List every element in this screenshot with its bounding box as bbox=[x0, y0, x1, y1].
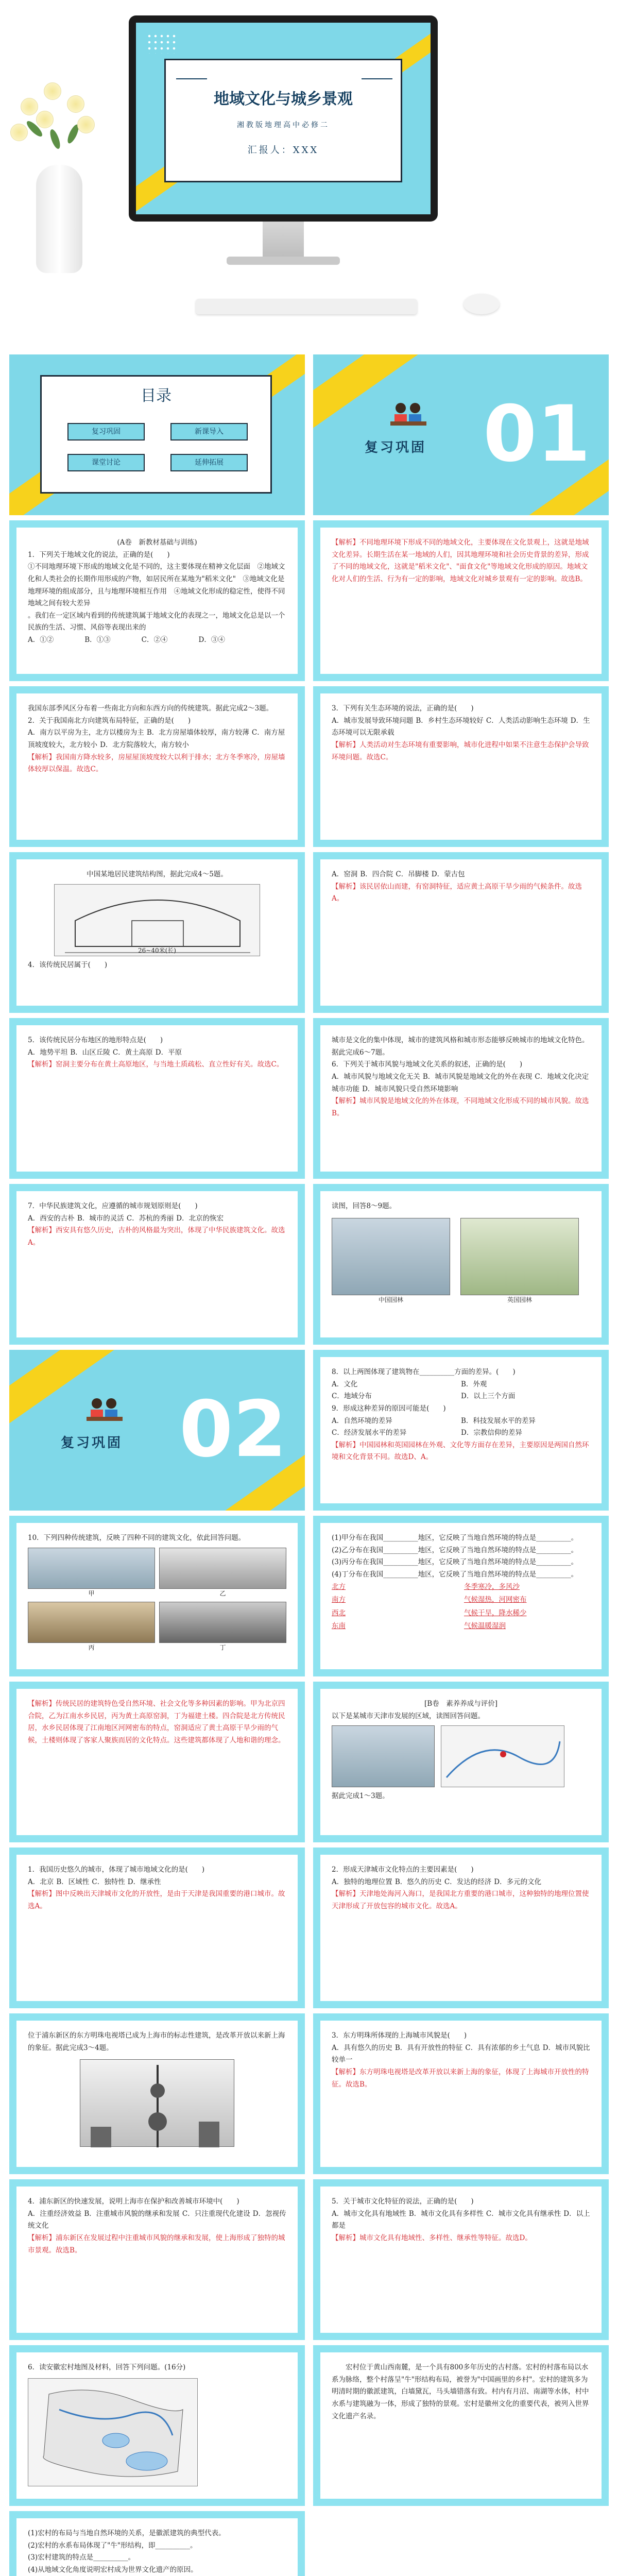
option-d[interactable]: D．以上三个方面 bbox=[461, 1392, 516, 1401]
question-slide-13 bbox=[313, 1848, 609, 2008]
option-b[interactable]: B．①③ bbox=[84, 636, 111, 644]
flower-decoration bbox=[10, 124, 28, 141]
question-text: (1)甲分布在我国__________地区，它反映了当地自然环境的特点是__________。 (2)乙分布在我国__________地区，它反映了当地自然环境的特点是__________。 (3)丙分布在我国__________地区，它反映了当地自然环境的特点是__________。 (4)丁分布在我国__________地区，它反映了当地自然环境的特点是__________。 bbox=[332, 1534, 578, 1579]
answer-slide-1 bbox=[313, 520, 609, 681]
cover-reporter: 汇报人：XXX bbox=[247, 145, 319, 156]
question-slide-8b bbox=[313, 1350, 609, 1511]
question-slide-5 bbox=[9, 1018, 305, 1179]
question-slide-2 bbox=[9, 686, 305, 847]
dot-grid-decoration bbox=[146, 33, 177, 54]
question-text: (1)宏村的布局与当地自然环境的关系，是徽派建筑的典型代表。 (2)宏村的水系布局体现了"牛"形结构，即__________。 (3)宏村建筑的特点是__________。 (4)从地域文化角度说明宏村成为世界文化遗产的原因。 bbox=[28, 2529, 226, 2574]
cover-slide bbox=[0, 0, 618, 350]
option-c[interactable]: C．经济发展水平的差异 bbox=[332, 1429, 407, 1437]
question-text: 1．下列关于地域文化的说法，正确的是( ) ①不同地理环境下形成的地域文化是不同的，这主要体现在精神文化层面 ②地域文化和人类社会的长期作用形成的产物，如居民所在某地为"稻米文化" ③地域文化是地理环境的组成部分，且与地理环境相互作用 ④地域文化形成的稳定性，使得不同地域之间有较大差异 。我们在一定区域内看到的传统建筑属于地域文化的表现之一，地域文化总是以一个民族的生活、习惯、风俗等表现出来的 bbox=[28, 550, 285, 632]
answer-text: 【解析】城市文化具有地域性、多样性、继承性等特征。故选D。 bbox=[332, 2233, 532, 2242]
flower-decoration bbox=[21, 98, 38, 115]
option-c[interactable]: C．苏杭的秀丽 bbox=[126, 1214, 174, 1223]
answer-slide-10 bbox=[9, 1682, 305, 1842]
question-text: 9．形成这种差异的原因可能是( ) bbox=[332, 1404, 446, 1413]
keyboard bbox=[196, 299, 417, 314]
option-c[interactable]: C．吊脚楼 bbox=[396, 870, 429, 878]
flower-decoration bbox=[67, 95, 84, 113]
section-number: 01 bbox=[483, 389, 591, 479]
answer-list bbox=[332, 1581, 590, 1633]
answer-blank: 气候湿热，河网密布 bbox=[464, 1596, 527, 1604]
question-slide-12 bbox=[9, 1848, 305, 2008]
toc-card bbox=[40, 375, 272, 494]
question-text: 7．中华民族建筑文化，应遵循的城市规划原则是( ) bbox=[28, 1202, 198, 1210]
material-slide-18 bbox=[313, 2345, 609, 2506]
cover-title: 地域文化与城乡景观 bbox=[214, 90, 353, 108]
figure-label: 丙 bbox=[88, 1643, 95, 1651]
toc-item-discussion[interactable]: 课堂讨论 bbox=[67, 454, 145, 471]
answer-blank: 气候温暖湿润 bbox=[464, 1622, 506, 1631]
section-number: 02 bbox=[179, 1385, 287, 1475]
monitor-screen bbox=[136, 23, 431, 214]
toc-heading: 目录 bbox=[141, 387, 171, 405]
monitor bbox=[129, 15, 438, 222]
options-grid bbox=[332, 1415, 590, 1439]
garden-figures bbox=[332, 1218, 590, 1304]
question-slide-7 bbox=[9, 1184, 305, 1345]
option-c[interactable]: C．人类活动影响生态环境 bbox=[486, 716, 568, 725]
section-label: 复习巩固 bbox=[61, 1435, 123, 1451]
question-slide-4-options bbox=[313, 852, 609, 1013]
option-a[interactable]: A．窑洞 bbox=[332, 870, 358, 878]
option-a[interactable]: A．城市文化具有地域性 bbox=[332, 2209, 406, 2218]
divider bbox=[362, 78, 392, 79]
section-header: [B卷 素养养成与评价] bbox=[424, 1700, 497, 1708]
option-b[interactable]: B．四合院 bbox=[360, 870, 393, 878]
option-a[interactable]: A．地势平坦 bbox=[28, 1048, 68, 1057]
tianjin-figures bbox=[332, 1725, 590, 1787]
building-photo bbox=[28, 1548, 155, 1589]
answer-text: 【解析】人类活动对生态环境有重要影响，城市化进程中如果不注意生态保护会导致环境问题。故选C。 bbox=[332, 740, 589, 761]
answer-blank: 气候干旱，降水稀少 bbox=[464, 1608, 527, 1617]
building-photo bbox=[159, 1602, 286, 1643]
question-text: 以下是某城市天津市发展的区域，读图回答问题。 bbox=[332, 1711, 485, 1720]
chinese-garden-photo bbox=[332, 1218, 450, 1295]
hongcun-map bbox=[28, 2378, 198, 2486]
answer-blank: 南方 bbox=[332, 1596, 346, 1604]
option-b[interactable]: B．山区丘陵 bbox=[70, 1048, 110, 1057]
question-slide-14 bbox=[9, 2013, 305, 2174]
material-text: 宏村位于黄山西南麓，是一个具有800多年历史的古村落。宏村的村落布局以水系为脉络，整个村落呈"牛"形结构布局，被誉为"中国画里的乡村"。宏村的建筑多为明清时期的徽派建筑，白墙黛瓦，马头墙错落有致。村内有月沼、南湖等水体，村中水系与建筑融为一体，形成了独特的景观。宏村是徽州文化的重要代表，被列入世界文化遗产名录。 bbox=[332, 2363, 589, 2420]
question-slide-10b bbox=[313, 1516, 609, 1676]
option-d[interactable]: D．生态环境可以无限承载 bbox=[332, 716, 590, 737]
option-c[interactable]: C．②④ bbox=[141, 636, 168, 644]
question-text: 位于浦东新区的东方明珠电视塔已成为上海市的标志性建筑，是改革开放以来新上海的象征。据此完成3～4题。 bbox=[28, 2031, 285, 2052]
question-slide-10 bbox=[9, 1516, 305, 1676]
question-text: 2．形成天津城市文化特点的主要因素是( ) bbox=[332, 1866, 474, 1874]
question-text: 5．该传统民居分布地区的地形特点是( ) bbox=[28, 1036, 163, 1044]
answer-text: 【解析】窑洞主要分布在黄土高原地区，与当地土质疏松、直立性好有关。故选C。 bbox=[28, 1060, 284, 1069]
option-d[interactable]: D．蒙古包 bbox=[431, 870, 465, 878]
question-slide-18 bbox=[9, 2345, 305, 2506]
question-slide-16 bbox=[9, 2179, 305, 2340]
option-d[interactable]: D．③④ bbox=[198, 636, 225, 644]
question-text: 4．该传统民居属于( ) bbox=[28, 960, 108, 969]
question-slide-6 bbox=[313, 1018, 609, 1179]
answer-text: 【解析】传统民居的建筑特色受自然环境、社会文化等多种因素的影响。甲为北京四合院，乙为江南水乡民居，丙为黄土高原窑洞，丁为福建土楼。四合院是北方传统民居，水乡民居体现了江南地区河网密布的特点，窑洞适应了黄土高原干旱少雨的气候，土楼则体现了客家人聚族而居的文化特点。这些建筑都体现了人地和谐的理念。 bbox=[28, 1700, 285, 1744]
question-slide-17 bbox=[313, 2179, 609, 2340]
question-text: 据此完成1～3题。 bbox=[332, 1792, 389, 1801]
vase-decoration bbox=[36, 165, 82, 273]
question-text: 3．东方明珠所体现的上海城市风貌是( ) bbox=[332, 2031, 467, 2040]
mouse bbox=[464, 294, 500, 314]
toc-item-extension[interactable]: 延伸拓展 bbox=[170, 454, 248, 471]
option-b[interactable]: B．具有开放性的特征 bbox=[394, 2043, 463, 2052]
option-b[interactable]: B．北方房屋墙体较厚，南方较薄 bbox=[146, 728, 249, 737]
question-text: 6．读安徽宏村地图及材料，回答下列问题。(16分) bbox=[28, 2363, 186, 2371]
answer-text: 【解析】东方明珠电视塔是改革开放以来新上海的象征，体现了上海城市开放性的特征。故选B。 bbox=[332, 2067, 589, 2089]
flower-decoration bbox=[44, 82, 61, 100]
answer-text: 【解析】浦东新区在发展过程中注重城市风貌的继承和发展，使上海形成了独特的城市景观。故选B。 bbox=[28, 2233, 285, 2255]
monitor-base bbox=[227, 257, 340, 265]
option-d[interactable]: D．忽视传统文化 bbox=[28, 2209, 286, 2230]
section-label: 复习巩固 bbox=[365, 440, 427, 455]
figure-caption: 中国园林 bbox=[378, 1296, 403, 1303]
option-c[interactable]: C．城市文化具有继承性 bbox=[486, 2209, 561, 2218]
option-a[interactable]: A．①② bbox=[28, 636, 54, 644]
question-text: 3．下列有关生态环境的说法，正确的是( ) bbox=[332, 704, 474, 713]
option-c[interactable]: C．独特性 bbox=[92, 1877, 125, 1886]
question-text: 读图，回答8～9题。 bbox=[332, 1202, 397, 1210]
option-a[interactable]: A．南方以平房为主，北方以楼房为主 bbox=[28, 728, 144, 737]
building-photo bbox=[28, 1602, 155, 1643]
english-garden-photo bbox=[460, 1218, 579, 1295]
divider bbox=[176, 78, 207, 79]
cover-subtitle: 湘教版地理高中必修二 bbox=[237, 121, 330, 129]
option-c[interactable]: C．发达的经济 bbox=[444, 1877, 492, 1886]
question-intro: 我国东部季风区分布着一些南北方向和东西方向的传统建筑。据此完成2～3题。 bbox=[28, 704, 273, 713]
option-b[interactable]: B．乡村生态环境较好 bbox=[416, 716, 484, 725]
toc-item-review[interactable]: 复习巩固 bbox=[67, 423, 145, 440]
answer-blank: 北方 bbox=[332, 1582, 346, 1591]
question-slide-15 bbox=[313, 2013, 609, 2174]
section1-slide bbox=[313, 354, 609, 515]
question-text: 1．我国历史悠久的城市，体现了城市地域文化的是( ) bbox=[28, 1866, 205, 1874]
question-text: 8．以上两图体现了建筑物在__________方面的差异。( ) bbox=[332, 1368, 516, 1376]
option-b[interactable]: B．悠久的历史 bbox=[394, 1877, 442, 1886]
figure-label: 乙 bbox=[219, 1589, 226, 1597]
question-intro: 中国某地居民建筑结构图，据此完成4～5题。 bbox=[87, 870, 228, 878]
answer-text: 【解析】西安具有悠久历史，古朴的风格最为突出，体现了中华民族建筑文化。故选A。 bbox=[28, 1226, 285, 1247]
monitor-stand bbox=[263, 222, 304, 258]
option-d[interactable]: D．多元的文化 bbox=[494, 1877, 542, 1886]
city-map bbox=[441, 1725, 564, 1787]
answer-text: 【解析】中国园林和英国园林在外观、文化等方面存在差异，主要原因是两国自然环境和文化背景不同。故选D、A。 bbox=[332, 1440, 589, 1462]
answer-text: 【解析】天津地处海河入海口，是我国北方重要的港口城市，这种独特的地理位置使天津形成了开放包容的城市文化。故选A。 bbox=[332, 1890, 589, 1910]
option-b[interactable]: B．外观 bbox=[461, 1380, 487, 1388]
toc-item-intro[interactable]: 新课导入 bbox=[170, 423, 248, 440]
figure-label: 丁 bbox=[219, 1643, 226, 1651]
option-a[interactable]: A．西安的古朴 bbox=[28, 1214, 75, 1223]
answer-text: 【解析】我国南方降水较多，房屋屋顶坡度较大以利于排水；北方冬季寒冷，房屋墙体较厚以保温。故选C。 bbox=[28, 753, 285, 774]
leaf-decoration bbox=[48, 128, 62, 150]
answer-text: 【解析】城市风貌是地域文化的外在体现，不同地域文化形成不同的城市风貌。故选B。 bbox=[332, 1097, 589, 1117]
option-b[interactable]: B．注重城市风貌的继承和发展 bbox=[84, 2209, 180, 2218]
option-a[interactable]: A．文化 bbox=[332, 1380, 358, 1388]
option-c[interactable]: C．具有浓郁的乡土气息 bbox=[465, 2043, 540, 2052]
question-slide-3 bbox=[313, 686, 609, 847]
option-c[interactable]: C．南方屋顶坡度较大，北方较小 bbox=[28, 728, 285, 749]
option-b[interactable]: B．区域性 bbox=[56, 1877, 90, 1886]
question-text: 城市是文化的集中体现，城市的建筑风格和城市形态能够反映城市的地域文化特色。据此完成6～7题。 6．下列关于城市风貌与地域文化关系的叙述，正确的是( ) bbox=[332, 1036, 589, 1069]
option-b[interactable]: B．科技发展水平的差异 bbox=[461, 1416, 536, 1425]
option-b[interactable]: B．城市文化具有多样性 bbox=[408, 2209, 484, 2218]
option-d[interactable]: D．城市风貌只受自然环境影响 bbox=[362, 1084, 458, 1093]
toc-slide bbox=[9, 354, 305, 515]
option-a[interactable]: A．自然环境的差异 bbox=[332, 1416, 392, 1425]
question-slide-18c bbox=[9, 2511, 305, 2576]
answer-text: 【解析】不同地理环境下形成不同的地域文化，主要体现在文化景观上，这就是地域文化差异。长期生活在某一地域的人们，因其地理环境和社会历史背景的差异，形成了不同的地域文化，这就是"稻米文化"、"面食文化"等地域文化形成的原因。地域文化对人们的生活、行为有一定的影响，地域文化对城乡景观有一定的影响。故选B。 bbox=[332, 538, 589, 583]
option-a[interactable]: A．城市发展导致环境问题 bbox=[332, 716, 414, 725]
option-d[interactable]: D．北方院落较大，南方较小 bbox=[100, 740, 189, 749]
question-slide-1 bbox=[9, 520, 305, 681]
option-d[interactable]: D．北京的恢宏 bbox=[176, 1214, 224, 1223]
answer-blank: 冬季寒冷，多风沙 bbox=[464, 1582, 520, 1591]
option-d[interactable]: D．平原 bbox=[155, 1048, 182, 1057]
oriental-pearl-tower-photo bbox=[80, 2059, 234, 2147]
cover-card bbox=[164, 59, 402, 182]
city-photo bbox=[332, 1725, 435, 1787]
question-slide-8 bbox=[313, 1184, 609, 1345]
dwelling-cross-section-figure bbox=[54, 884, 260, 956]
building-figures bbox=[28, 1548, 286, 1652]
students-illustration bbox=[390, 401, 426, 427]
option-a[interactable]: A．独特的地理位置 bbox=[332, 1877, 392, 1886]
figure-label: 甲 bbox=[88, 1589, 95, 1597]
figure-caption: 26~40米(长) bbox=[138, 946, 176, 954]
option-b[interactable]: B．城市风貌是地域文化的外在表现 bbox=[422, 1072, 533, 1081]
question-slide-11 bbox=[313, 1682, 609, 1842]
option-c[interactable]: C．只注重现代化建设 bbox=[182, 2209, 250, 2218]
option-d[interactable]: D．宗教信仰的差异 bbox=[461, 1429, 522, 1437]
question-text: 10．下列四种传统建筑，反映了四种不同的建筑文化，依此回答问题。 bbox=[28, 1534, 246, 1542]
option-b[interactable]: B．城市的灵活 bbox=[77, 1214, 124, 1223]
option-c[interactable]: C．地域文化决定城市功能 bbox=[332, 1072, 589, 1093]
figure-caption: 英国园林 bbox=[507, 1296, 532, 1303]
question-slide-4 bbox=[9, 852, 305, 1013]
option-d[interactable]: D．继承性 bbox=[127, 1877, 161, 1886]
option-d[interactable]: D．以上都是 bbox=[332, 2209, 590, 2230]
students-illustration bbox=[87, 1396, 123, 1422]
building-photo bbox=[159, 1548, 286, 1589]
option-c[interactable]: C．黄土高原 bbox=[112, 1048, 153, 1057]
answer-text: 【解析】图中反映出天津城市文化的开放性，是由于天津是我国重要的港口城市。故选A。 bbox=[28, 1890, 285, 1910]
question-text: 4．浦东新区的快速发展，说明上海市在保护和改善城市环境中( ) bbox=[28, 2197, 239, 2206]
option-c[interactable]: C．地域分布 bbox=[332, 1392, 372, 1401]
option-a[interactable]: A．具有悠久的历史 bbox=[332, 2043, 392, 2052]
question-text: 2．关于我国南北方向建筑布局特征，正确的是( ) bbox=[28, 716, 191, 725]
option-a[interactable]: A．北京 bbox=[28, 1877, 54, 1886]
options-row bbox=[28, 634, 286, 647]
question-text: 5．关于城市文化特征的说法，正确的是( ) bbox=[332, 2197, 474, 2206]
option-a[interactable]: A．注重经济效益 bbox=[28, 2209, 82, 2218]
answer-blank: 东南 bbox=[332, 1622, 346, 1631]
option-d[interactable]: D．城市风貌比较单一 bbox=[332, 2043, 590, 2064]
flower-decoration bbox=[36, 111, 54, 128]
option-a[interactable]: A．城市风貌与地域文化无关 bbox=[332, 1072, 420, 1081]
flower-decoration bbox=[77, 116, 95, 133]
options-grid bbox=[332, 1379, 590, 1403]
answer-text: 【解析】该民居依山而建，有窑洞特征，适应黄土高原干旱少雨的气候条件。故选A。 bbox=[332, 882, 582, 903]
section-header: (A卷 新教材基础与训练) bbox=[117, 538, 197, 547]
section2-slide bbox=[9, 1350, 305, 1511]
answer-blank: 西北 bbox=[332, 1608, 346, 1617]
